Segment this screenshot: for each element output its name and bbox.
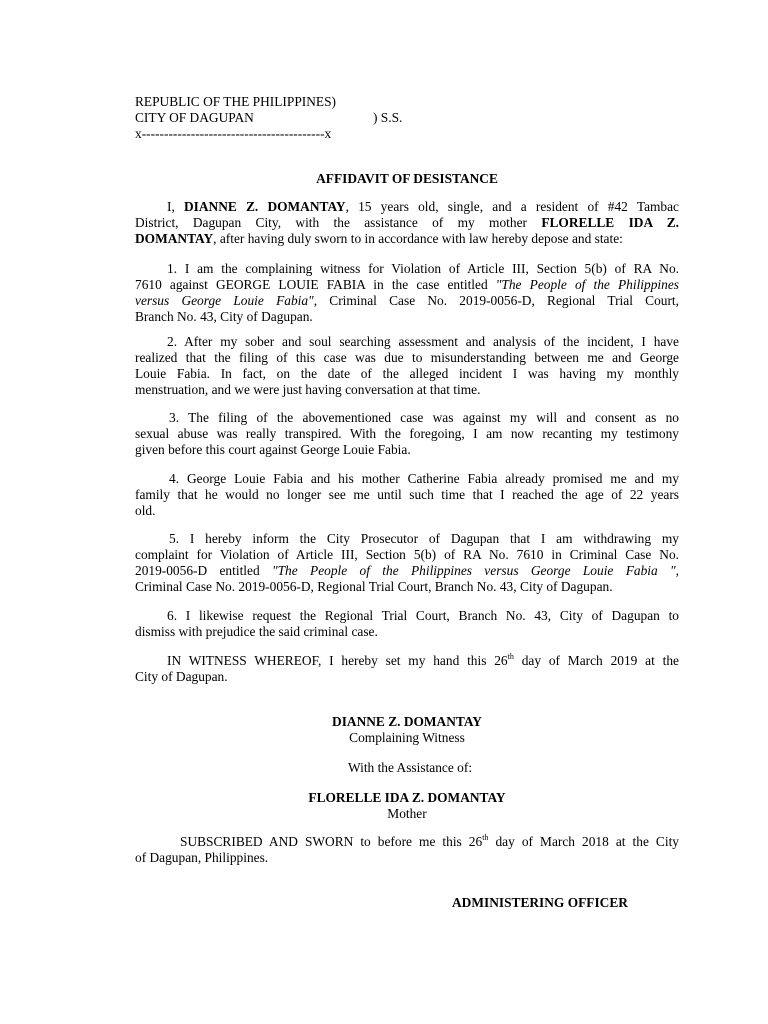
paragraph-4: 4. George Louie Fabia and his mother Catherine Fabia already promised me and my family that he would no longer see me until such time that I reached the age of 22 years old. (135, 471, 679, 518)
affiant-name: DIANNE Z. DOMANTAY (184, 199, 346, 214)
caption-city: CITY OF DAGUPAN (135, 110, 254, 125)
document-title: AFFIDAVIT OF DESISTANCE (316, 171, 498, 186)
paragraph-5: 5. I hereby inform the City Prosecutor of Dagupan that I am withdrawing my complaint for Violation of Article III, Section 5(b) of RA No. 7610 in Criminal Case No. 2019-0056-D entitled "The People of the Philippines versus George Louie Fabia ", Criminal Case No. 2019-0056-D, Regional Trial Court, Branch No. 43, City of Dagupan. (135, 531, 679, 594)
signatory-name: DIANNE Z. DOMANTAY (332, 714, 482, 729)
witness-paragraph: IN WITNESS WHEREOF, I hereby set my hand this 26th day of March 2019 at the City of Dagupan. (135, 652, 680, 684)
administering-officer: ADMINISTERING OFFICER (452, 895, 628, 910)
jurat-paragraph: SUBSCRIBED AND SWORN to before me this 26th day of March 2018 at the City of Dagupan, Philippines. (135, 833, 679, 865)
paragraph-2: 2. After my sober and soul searching assessment and analysis of the incident, I have realized that the filing of this case was due to misunderstanding between me and George Louie Fabia. In fact, on the date of the alleged incident I was having my monthly menstruation, and we were just having conversation at that time. (135, 334, 679, 397)
signatory-role: Complaining Witness (349, 730, 465, 745)
assisting-signatory-name: FLORELLE IDA Z. DOMANTAY (308, 790, 506, 805)
assisting-signatory-role: Mother (387, 806, 427, 821)
intro-paragraph: I, DIANNE Z. DOMANTAY, 15 years old, single, and a resident of #42 Tambac District, Dagupan City, with the assistance of my mother FLORELLE IDA Z. DOMANTAY, after having duly sworn to in accordance with law hereby depose and state: (135, 199, 680, 246)
caption-republic: REPUBLIC OF THE PHILIPPINES) (135, 94, 337, 109)
paragraph-1: 1. I am the complaining witness for Violation of Article III, Section 5(b) of RA No. 7610 against GEORGE LOUIE FABIA in the case entitled "The People of the Philippines versus George Louie Fabia", Criminal Case No. 2019-0056-D, Regional Trial Court, Branch No. 43, City of Dagupan. (135, 261, 679, 324)
caption-ss: ) S.S. (373, 110, 403, 125)
caption-rule: x-----------------------------------------x (135, 126, 332, 141)
assistance-label: With the Assistance of: (348, 760, 473, 775)
paragraph-3: 3. The filing of the abovementioned case was against my will and consent as no sexual abuse was really transpired. With the foregoing, I am now recanting my testimony given before this court against George Louie Fabia. (135, 410, 679, 457)
paragraph-6: 6. I likewise request the Regional Trial Court, Branch No. 43, City of Dagupan to dismiss with prejudice the said criminal case. (135, 608, 679, 639)
mother-name: FLORELLE IDA Z. (541, 215, 679, 230)
